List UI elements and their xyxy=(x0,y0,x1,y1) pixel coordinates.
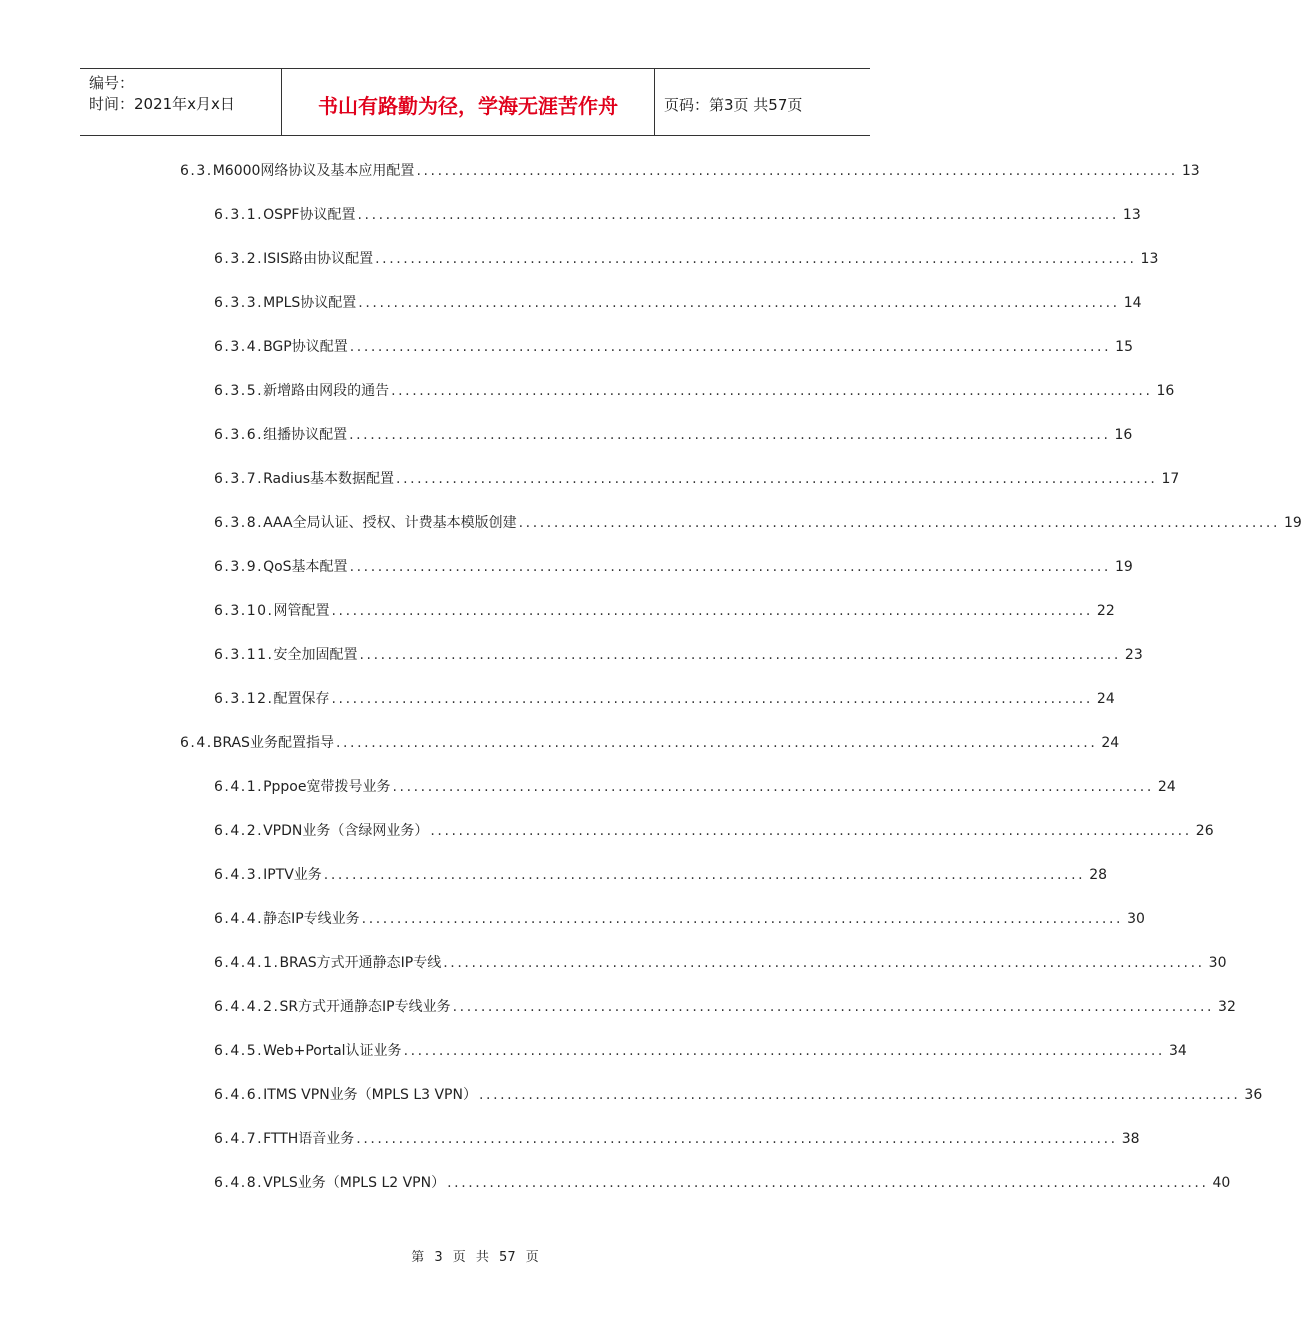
toc-entry[interactable] xyxy=(214,1172,1231,1194)
toc-number: 6.4.4.1. xyxy=(214,955,280,971)
toc-page-number: 22 xyxy=(1096,603,1115,619)
toc-leader: ............................................................................................................ xyxy=(518,515,1281,531)
toc-entry[interactable] xyxy=(214,820,1214,842)
toc-number: 6.4.4.2. xyxy=(214,999,280,1015)
toc-number: 6.3.5. xyxy=(214,383,264,399)
toc-title: VPLS业务（MPLS L2 VPN） xyxy=(263,1175,446,1191)
document-time-label: 时间：2021年x月x日 xyxy=(89,95,235,113)
toc-leader: ............................................................................................................ xyxy=(392,779,1154,795)
toc-number: 6.3.4. xyxy=(214,339,264,355)
page-header xyxy=(80,68,870,136)
toc-leader: ............................................................................................................ xyxy=(359,647,1121,663)
toc-leader: ............................................................................................................ xyxy=(356,1131,1118,1147)
toc-title: 组播协议配置 xyxy=(263,427,348,443)
toc-title: M6000网络协议及基本应用配置 xyxy=(212,163,415,179)
toc-leader: ............................................................................................................ xyxy=(358,295,1120,311)
toc-page-number: 24 xyxy=(1157,779,1176,795)
toc-page-number: 14 xyxy=(1123,295,1142,311)
toc-entry[interactable] xyxy=(214,996,1236,1018)
toc-title: Web+Portal认证业务 xyxy=(263,1043,402,1059)
toc-number: 6.3.8. xyxy=(214,515,264,531)
toc-title: 新增路由网段的通告 xyxy=(263,383,390,399)
toc-title: Radius基本数据配置 xyxy=(263,471,395,487)
toc-page-number: 16 xyxy=(1156,383,1175,399)
toc-number: 6.3.11. xyxy=(214,647,274,663)
toc-number: 6.4.7. xyxy=(214,1131,264,1147)
toc-number: 6.3.1. xyxy=(214,207,264,223)
toc-leader: ............................................................................................................ xyxy=(323,867,1086,883)
toc-entry[interactable] xyxy=(214,864,1108,886)
toc-leader: ............................................................................................................ xyxy=(447,1175,1209,1191)
toc-entry[interactable] xyxy=(180,160,1200,182)
toc-page-number: 15 xyxy=(1115,339,1133,355)
toc-leader: ............................................................................................................ xyxy=(416,163,1178,179)
toc-leader: ............................................................................................................ xyxy=(443,955,1205,971)
toc-page-number: 19 xyxy=(1284,515,1302,531)
toc-entry[interactable] xyxy=(214,248,1159,270)
toc-number: 6.3.6. xyxy=(214,427,264,443)
toc-number: 6.4.2. xyxy=(214,823,264,839)
toc-number: 6.3.10. xyxy=(214,603,274,619)
toc-title: MPLS协议配置 xyxy=(263,295,357,311)
toc-title: QoS基本配置 xyxy=(263,559,348,575)
toc-page-number: 24 xyxy=(1096,691,1115,707)
toc-entry[interactable] xyxy=(214,644,1143,666)
toc-title: ISIS路由协议配置 xyxy=(263,251,374,267)
toc-title: OSPF协议配置 xyxy=(263,207,356,223)
toc-entry[interactable] xyxy=(214,468,1180,490)
toc-leader: ............................................................................................................ xyxy=(452,999,1215,1015)
toc-leader: ............................................................................................................ xyxy=(391,383,1153,399)
toc-title: 配置保存 xyxy=(273,691,330,707)
toc-leader: ............................................................................................................ xyxy=(375,251,1137,267)
toc-title: IPTV业务 xyxy=(263,867,322,883)
toc-entry[interactable] xyxy=(180,732,1120,754)
page-footer: 第 3 页 共 57 页 xyxy=(411,1250,539,1265)
toc-leader: ............................................................................................................ xyxy=(396,471,1158,487)
toc-number: 6.4.8. xyxy=(214,1175,264,1191)
toc-number: 6.4.1. xyxy=(214,779,264,795)
toc-page-number: 28 xyxy=(1089,867,1108,883)
toc-number: 6.3.12. xyxy=(214,691,274,707)
toc-leader: ............................................................................................................ xyxy=(361,911,1124,927)
toc-number: 6.4. xyxy=(180,735,213,751)
toc-page-number: 30 xyxy=(1208,955,1227,971)
toc-number: 6.4.3. xyxy=(214,867,264,883)
toc-entry[interactable] xyxy=(214,600,1115,622)
toc-number: 6.3.2. xyxy=(214,251,264,267)
toc-title: BGP协议配置 xyxy=(263,339,348,355)
toc-entry[interactable] xyxy=(214,336,1133,358)
toc-page-number: 16 xyxy=(1114,427,1133,443)
toc-page-number: 23 xyxy=(1124,647,1143,663)
toc-page-number: 40 xyxy=(1212,1175,1231,1191)
toc-entry[interactable] xyxy=(214,380,1175,402)
toc-entry[interactable] xyxy=(214,204,1141,226)
toc-number: 6.4.4. xyxy=(214,911,264,927)
toc-title: BRAS方式开通静态IP专线 xyxy=(279,955,442,971)
toc-title: 网管配置 xyxy=(273,603,330,619)
toc-entry[interactable] xyxy=(214,424,1133,446)
document-id-label: 编号： xyxy=(89,74,135,92)
toc-page-number: 38 xyxy=(1121,1131,1140,1147)
toc-entry[interactable] xyxy=(214,1128,1140,1150)
toc-entry[interactable] xyxy=(214,1084,1263,1106)
toc-title: FTTH语音业务 xyxy=(263,1131,355,1147)
toc-leader: ............................................................................................................ xyxy=(349,339,1112,355)
toc-title: 静态IP专线业务 xyxy=(263,911,360,927)
toc-title: VPDN业务（含绿网业务） xyxy=(263,823,429,839)
toc-leader: ............................................................................................................ xyxy=(349,427,1111,443)
toc-number: 6.4.5. xyxy=(214,1043,264,1059)
toc-leader: ............................................................................................................ xyxy=(478,1087,1241,1103)
toc-page-number: 32 xyxy=(1218,999,1236,1015)
header-motto: 书山有路勤为径，学海无涯苦作舟 xyxy=(282,69,655,135)
toc-page-number: 26 xyxy=(1195,823,1214,839)
toc-number: 6.3.9. xyxy=(214,559,264,575)
toc-leader: ............................................................................................................ xyxy=(430,823,1192,839)
toc-title: AAA全局认证、授权、计费基本模版创建 xyxy=(263,515,517,531)
toc-entry[interactable] xyxy=(214,952,1227,974)
toc-entry[interactable] xyxy=(214,688,1115,710)
toc-title: Pppoe宽带拨号业务 xyxy=(263,779,391,795)
toc-page-number: 13 xyxy=(1181,163,1200,179)
toc-title: 安全加固配置 xyxy=(273,647,358,663)
toc-number: 6.3. xyxy=(180,163,213,179)
toc-number: 6.4.6. xyxy=(214,1087,264,1103)
toc-page-number: 19 xyxy=(1114,559,1133,575)
toc-title: SR方式开通静态IP专线业务 xyxy=(279,999,451,1015)
toc-page-number: 30 xyxy=(1127,911,1145,927)
toc-page-number: 24 xyxy=(1101,735,1120,751)
toc-page-number: 34 xyxy=(1168,1043,1187,1059)
toc-page-number: 13 xyxy=(1140,251,1159,267)
toc-entry[interactable] xyxy=(214,776,1176,798)
toc-number: 6.3.7. xyxy=(214,471,264,487)
toc-entry[interactable] xyxy=(214,512,1302,534)
toc-page-number: 17 xyxy=(1161,471,1180,487)
toc-title: BRAS业务配置指导 xyxy=(212,735,334,751)
toc-leader: ............................................................................................................ xyxy=(403,1043,1165,1059)
toc-leader: ............................................................................................................ xyxy=(349,559,1111,575)
toc-entry[interactable] xyxy=(214,1040,1187,1062)
toc-page-number: 36 xyxy=(1244,1087,1263,1103)
toc-number: 6.3.3. xyxy=(214,295,264,311)
toc-leader: ............................................................................................................ xyxy=(331,691,1093,707)
toc-leader: ............................................................................................................ xyxy=(357,207,1119,223)
toc-entry[interactable] xyxy=(214,908,1145,930)
toc-entry[interactable] xyxy=(214,292,1142,314)
toc-entry[interactable] xyxy=(214,556,1133,578)
header-meta xyxy=(80,69,282,135)
toc-leader: ............................................................................................................ xyxy=(331,603,1093,619)
toc-title: ITMS VPN业务（MPLS L3 VPN） xyxy=(263,1087,477,1103)
header-page-info: 页码：第3页 共57页 xyxy=(664,95,803,114)
toc-page-number: 13 xyxy=(1122,207,1141,223)
toc-leader: ............................................................................................................ xyxy=(335,735,1098,751)
